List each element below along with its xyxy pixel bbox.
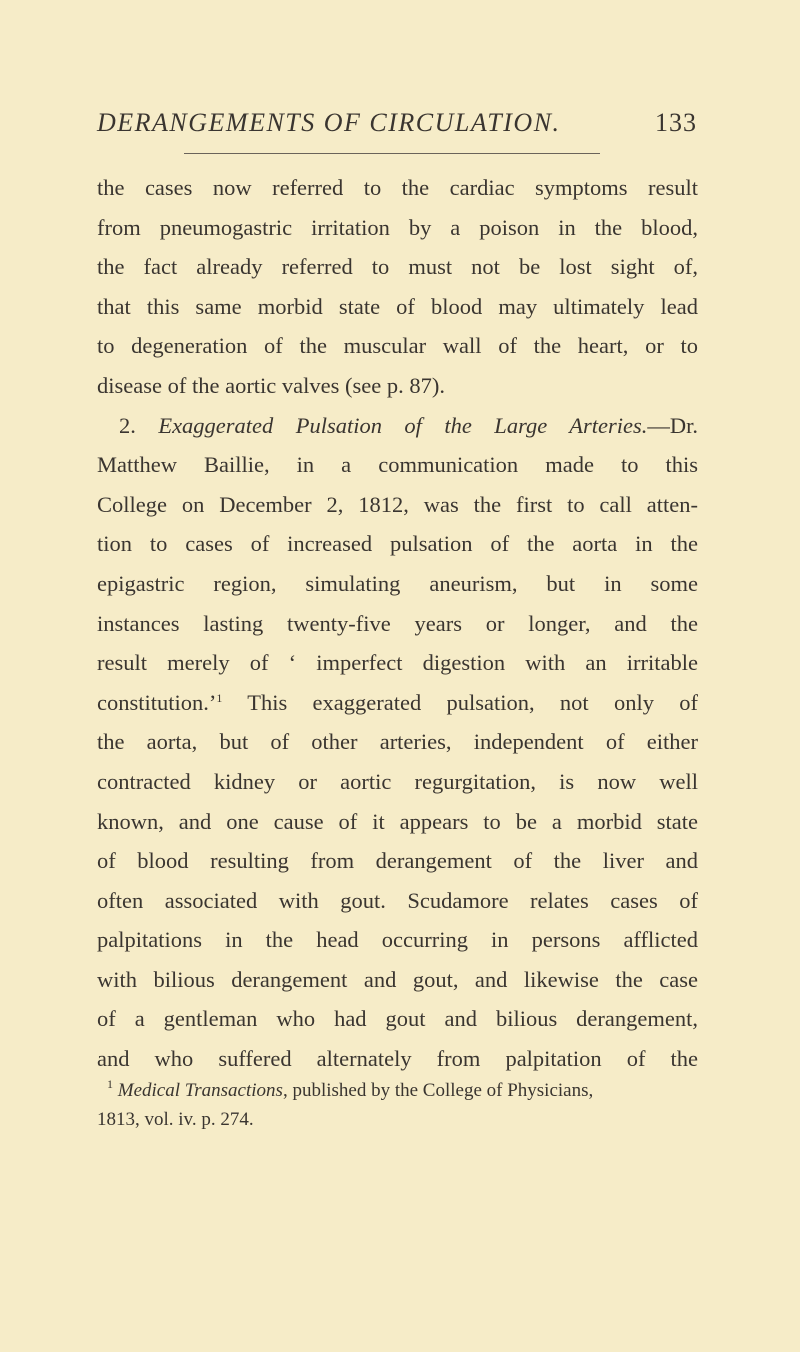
text-line: palpitations in the head occurring in persons afflicted <box>97 927 698 953</box>
text-line: of blood resulting from derangement of the liver and <box>97 848 698 874</box>
footnote-text: , published by the College of Physicians, <box>282 1080 594 1101</box>
text-line: disease of the aortic valves (see p. 87). <box>97 372 445 398</box>
text-line-with-footnote-ref: constitution.’$^1$ This exaggerated pulsation, not only of <box>97 689 698 715</box>
footnote-title: Medical Transactions <box>117 1080 283 1101</box>
text-line: to degeneration of the muscular wall of the heart, or to <box>97 333 698 359</box>
text-line: College on December 2, 1812, was the first to call atten- <box>97 491 698 517</box>
text-line: contracted kidney or aortic regurgitation, is now well <box>97 768 698 794</box>
text-line: of a gentleman who had gout and bilious derangement, <box>97 1006 698 1032</box>
text-line: epigastric region, simulating aneurism, but in some <box>97 570 698 596</box>
text-line: with bilious derangement and gout, and likewise the case <box>97 966 698 992</box>
footnote-line <box>97 1076 698 1105</box>
text-line: tion to cases of increased pulsation of the aorta in the <box>97 531 698 557</box>
running-head <box>97 108 697 144</box>
body-text <box>97 168 698 1079</box>
page-number: 133 <box>655 108 697 137</box>
section-heading: Exaggerated Pulsation of the Large Arteries. <box>158 412 648 438</box>
footnote <box>97 1076 698 1134</box>
text-line: the fact already referred to must not be lost sight of, <box>97 254 698 280</box>
text-line: the aorta, but of other arteries, independent of either <box>97 729 698 755</box>
section-heading-line <box>97 406 698 446</box>
running-title: DERANGEMENTS OF CIRCULATION. <box>97 108 561 137</box>
text-line: often associated with gout. Scudamore relates cases of <box>97 887 698 913</box>
text-line: the cases now referred to the cardiac symptoms result <box>97 175 698 200</box>
footnote-marker: 1 <box>107 1077 113 1091</box>
header-rule <box>184 153 600 154</box>
text-line: from pneumogastric irritation by a poison in the blood, <box>97 214 698 240</box>
footnote-line: 1813, vol. iv. p. 274. <box>97 1109 254 1130</box>
text-line: and who suffered alternately from palpitation of the <box>97 1046 698 1072</box>
text-line: result merely of ‘ imperfect digestion with an irritable <box>97 650 698 676</box>
text-line: Matthew Baillie, in a communication made to this <box>97 452 698 478</box>
section-heading-after: —Dr. <box>647 412 698 438</box>
text-line: instances lasting twenty-five years or longer, and the <box>97 610 698 636</box>
text-line: that this same morbid state of blood may ultimately lead <box>97 293 698 319</box>
footnote-reference: 1 <box>216 690 223 705</box>
text-line: known, and one cause of it appears to be a morbid state <box>97 808 698 834</box>
section-number: 2. <box>119 412 136 438</box>
